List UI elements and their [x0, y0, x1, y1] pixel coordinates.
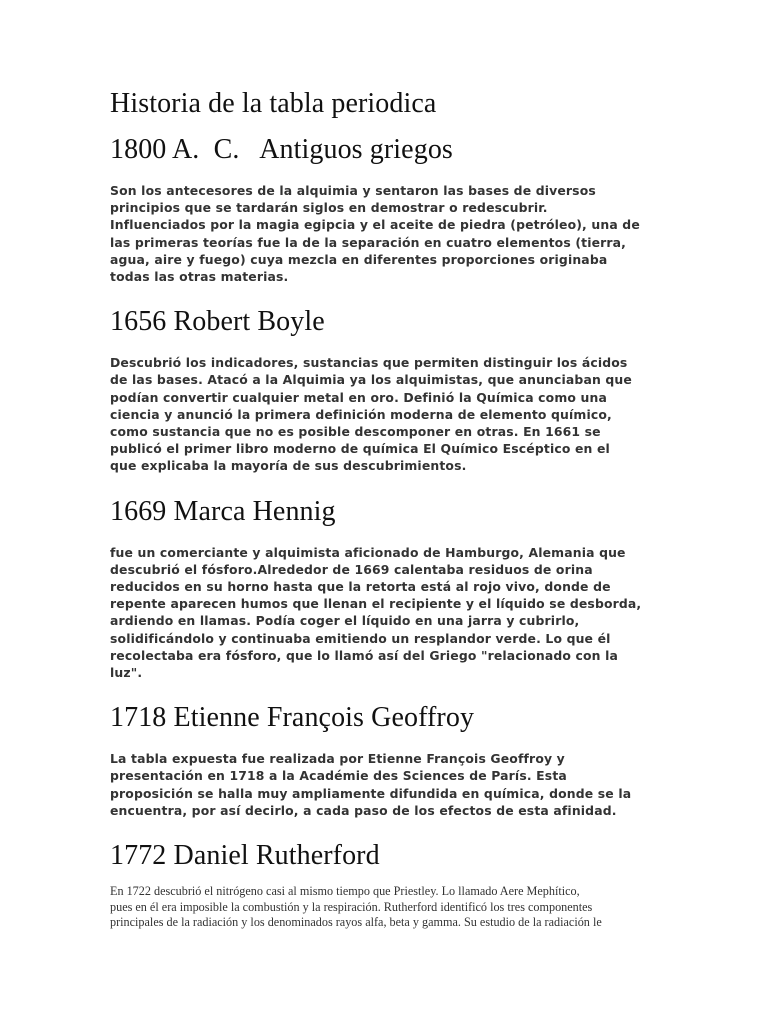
- paragraph-line: La tabla expuesta fue realizada por Etienne François Geoffroy y: [110, 751, 565, 767]
- page-title: Historia de la tabla periodica: [110, 88, 437, 119]
- paragraph-line: Descubrió los indicadores, sustancias que permiten distinguir los ácidos: [110, 355, 628, 371]
- section-heading: 1669 Marca Hennig: [110, 495, 336, 527]
- section-marca-hennig: [110, 494, 660, 682]
- section-heading: 1772 Daniel Rutherford: [110, 840, 380, 872]
- paragraph-line: como sustancia que no es posible descomponer en otras. En 1661 se: [110, 424, 601, 440]
- paragraph-line: luz".: [110, 665, 143, 681]
- section-robert-boyle: [110, 304, 660, 474]
- paragraph-line: pues en él era imposible la combustión y la respiración. Rutherford identificó los tres componentes: [110, 899, 593, 914]
- paragraph-line: las primeras teorías fue la de la separación en cuatro elementos (tierra,: [110, 234, 627, 250]
- section-daniel-rutherford: [110, 838, 660, 931]
- section-antiguos-griegos: [110, 132, 660, 285]
- section-heading: 1656 Robert Boyle: [110, 306, 325, 338]
- section-paragraph: [110, 182, 660, 285]
- paragraph-line: podían convertir cualquier metal en oro. Definió la Química como una: [110, 389, 607, 405]
- section-paragraph: [110, 354, 660, 474]
- paragraph-line: recolectaba era fósforo, que lo llamó así del Griego "relacionado con la: [110, 647, 619, 663]
- paragraph-line: agua, aire y fuego) cuya mezcla en diferentes proporciones originaba: [110, 251, 608, 267]
- section-paragraph: [110, 884, 660, 931]
- section-paragraph: [110, 750, 660, 819]
- paragraph-line: principales de la radiación y los denominados rayos alfa, beta y gamma. Su estudio de la radiación le: [110, 915, 602, 930]
- paragraph-line: reducidos en su horno hasta que la retorta está al rojo vivo, donde de: [110, 579, 611, 595]
- section-heading: 1800 A. C. Antiguos griegos: [110, 134, 453, 165]
- section-heading: 1718 Etienne François Geoffroy: [110, 702, 475, 734]
- document-page: [110, 86, 660, 931]
- paragraph-line: Influenciados por la magia egipcia y el aceite de piedra (petróleo), una de: [110, 217, 640, 233]
- paragraph-line: principios que se tardarán siglos en demostrar o redescubrir.: [110, 200, 548, 216]
- section-etienne-francois-geoffroy: [110, 700, 660, 819]
- paragraph-line: encuentra, por así decirlo, a cada paso de los efectos de esta afinidad.: [110, 802, 617, 818]
- paragraph-line: descubrió el fósforo.Alrededor de 1669 calentaba residuos de orina: [110, 561, 593, 577]
- paragraph-line: ciencia y anunció la primera definición moderna de elemento químico,: [110, 406, 612, 422]
- section-paragraph: [110, 544, 660, 682]
- paragraph-line: En 1722 descubrió el nitrógeno casi al mismo tiempo que Priestley. Lo llamado Aere Mephítico,: [110, 884, 580, 899]
- paragraph-line: de las bases. Atacó a la Alquimia ya los alquimistas, que anunciaban que: [110, 372, 632, 388]
- paragraph-line: ardiendo en llamas. Podía coger el líquido en una jarra y cubrirlo,: [110, 613, 580, 629]
- paragraph-line: presentación en 1718 a la Académie des Sciences de París. Esta: [110, 768, 567, 784]
- paragraph-line: publicó el primer libro moderno de química El Químico Escéptico en el: [110, 441, 610, 457]
- paragraph-line: que explicaba la mayoría de sus descubrimientos.: [110, 458, 467, 474]
- paragraph-line: todas las otras materias.: [110, 269, 289, 285]
- paragraph-line: fue un comerciante y alquimista aficionado de Hamburgo, Alemania que: [110, 544, 626, 560]
- paragraph-line: solidificándolo y continuaba emitiendo un resplandor verde. Lo que él: [110, 630, 611, 646]
- paragraph-line: Son los antecesores de la alquimia y sentaron las bases de diversos: [110, 183, 596, 198]
- paragraph-line: repente aparecen humos que llenan el recipiente y el líquido se desborda,: [110, 596, 642, 612]
- paragraph-line: proposición se halla muy ampliamente difundida en química, donde se la: [110, 785, 632, 801]
